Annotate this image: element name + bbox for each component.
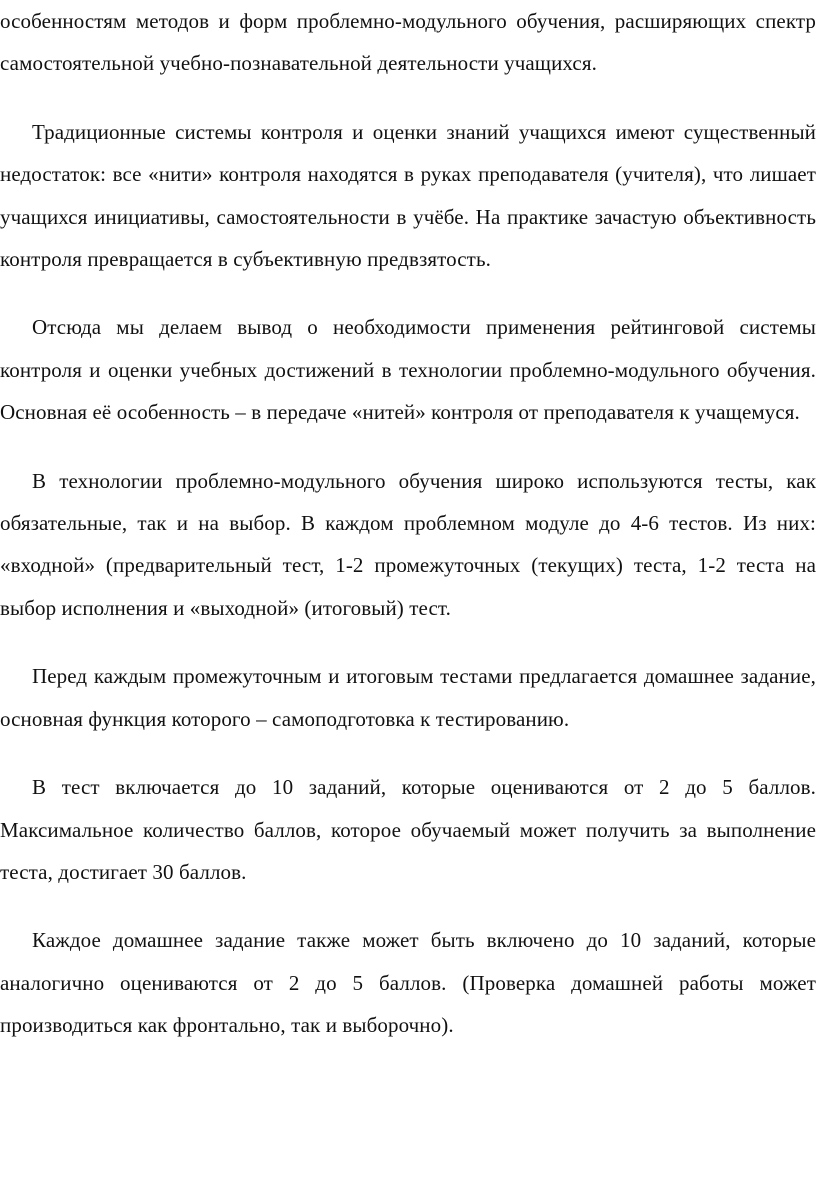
paragraph-4: В технологии проблемно-модульного обучения широко используются тесты, как обязательные, так и на выбор. В каждом проблемном модуле до 4-6 тестов. Из них: «входной» (предварительный тест, 1-2 промежуточных (текущих) теста, 1-2 теста на выбор исполнения и «выходной» (итоговый) тест. [0,468,816,620]
paragraph-1: особенностям методов и форм проблемно-модульного обучения, расширяющих спектр самостоятельной учебно-познавательной деятельности учащихся. [0,9,816,76]
paragraph-6: В тест включается до 10 заданий, которые оцениваются от 2 до 5 баллов. Максимальное количество баллов, которое обучаемый может получить за выполнение теста, достигает 30 баллов. [0,775,816,884]
paragraph-5: Перед каждым промежуточным и итоговым тестами предлагается домашнее задание, основная функция которого – самоподготовка к тестированию. [0,664,816,731]
paragraph-3: Отсюда мы делаем вывод о необходимости применения рейтинговой системы контроля и оценки учебных достижений в технологии проблемно-модульного обучения. Основная её особенность – в передаче «нитей» контроля от преподавателя к учащемуся. [0,315,816,425]
paragraph-7: Каждое домашнее задание также может быть включено до 10 заданий, которые аналогично оцениваются от 2 до 5 баллов. (Проверка домашней работы может производиться как фронтально, так и выборочно). [0,928,816,1038]
paragraph-2: Традиционные системы контроля и оценки знаний учащихся имеют существенный недостаток: все «нити» контроля находятся в руках преподавателя (учителя), что лишает учащихся инициативы, самостоятельности в учёбе. На практике зачастую объективность контроля превращается в субъективную предвзятость. [0,119,816,272]
